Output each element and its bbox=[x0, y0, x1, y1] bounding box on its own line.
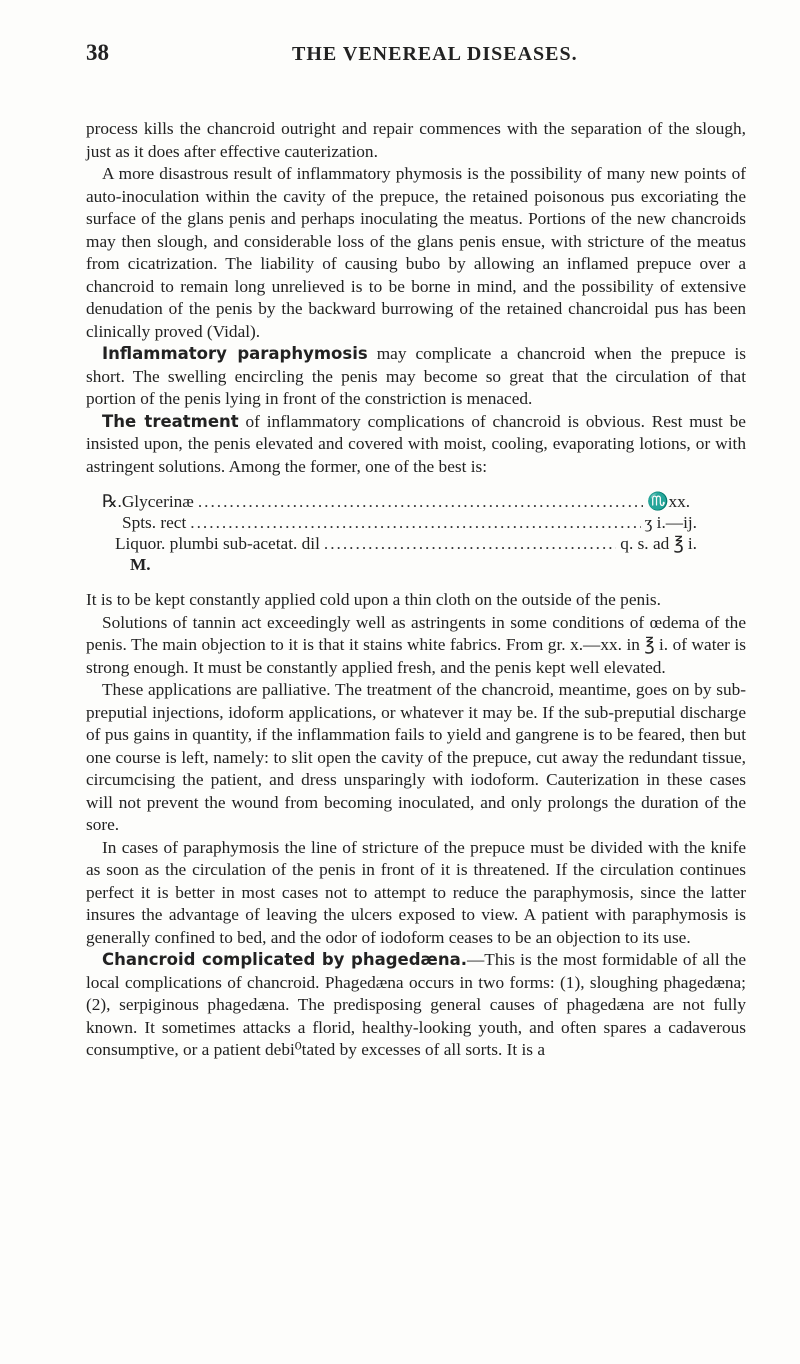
section-heading-treatment: The treatment bbox=[102, 411, 239, 431]
paragraph-paraphymosis-cases: In cases of paraphymosis the line of stricture of the prepuce must be divided with the knife as soon as the circulation of the penis in front of it is threatened. If the circulation continues perfect it is better in most cases not to attempt to reduce the paraphymosis, since the latter insures the advantage of leaving the ulcers exposed to view. A patient with paraphymosis is generally confined to bed, and the odor of iodoform ceases to be an objection to its use. bbox=[86, 837, 746, 947]
paragraph-text: —This is the most formidable of all the local complications of chancroid. Phagedæna occurs in two forms: (1), sloughing phagedæna; (2), serpiginous phagedæna. The predisposing general causes of phagedæna are not fully known. It sometimes attacks a florid, healthy-looking youth, and often spares a cadaverous consumptive, or a patient debi⁰tated by excesses of all sorts. It is a bbox=[86, 950, 747, 1059]
running-head bbox=[86, 40, 740, 74]
prescription-line bbox=[102, 533, 697, 554]
paragraph-phagedaena bbox=[86, 949, 746, 1062]
prescription-dose: ʒ i.—ij. bbox=[644, 513, 697, 532]
leader-dots bbox=[198, 491, 643, 514]
prescription-closing: M. bbox=[130, 555, 151, 574]
leader-dots bbox=[190, 512, 640, 535]
section-heading-paraphymosis: Inflammatory paraphymosis bbox=[102, 344, 368, 363]
page-number: 38 bbox=[86, 40, 109, 65]
paragraph-treatment bbox=[86, 411, 746, 479]
prescription-dose: ♏xx. bbox=[647, 492, 691, 511]
running-title: THE VENEREAL DISEASES. bbox=[292, 43, 578, 65]
prescription-closing-line bbox=[102, 554, 697, 575]
paragraph-continued: process kills the chancroid outright and repair commences with the separation of the slough, just as it does after effective cauterization. bbox=[86, 119, 746, 161]
paragraph-tannin: Solutions of tannin act exceedingly well as astringents in some conditions of œdema of the penis. The main objection to it is that it stains white fabrics. From gr. x.—xx. in ℥ i. of water is strong enough. It must be constantly applied fresh, and the penis kept well elevated. bbox=[86, 612, 746, 677]
leader-dots bbox=[324, 533, 616, 556]
prescription-dose: q. s. ad ℥ i. bbox=[620, 534, 697, 553]
body-text bbox=[86, 118, 746, 1062]
paragraph-palliative: These applications are palliative. The treatment of the chancroid, meantime, goes on by sub-preputial injections, idoform applications, or whatever it may be. If the sub-preputial discharge of pus gains in quantity, if the inflammation fails to yield and gangrene is to be feared, then but one course is left, namely: to slit open the cavity of the prepuce, cut away the redundant tissue, circumcising the patient, and dress unsparingly with iodoform. Cauterization in these cases will not prevent the wound from becoming inoculated, and only prolongs the duration of the sore. bbox=[86, 680, 746, 834]
paragraph-paraphymosis bbox=[86, 343, 746, 411]
paragraph-text: of inflammatory complications of chancroid is obvious. Rest must be insisted upon, the penis elevated and covered with moist, cooling, evaporating lotions, or with astringent solutions. Among the former, one of the best is: bbox=[86, 411, 746, 476]
section-heading-phagedaena: Chancroid complicated by phagedæna. bbox=[102, 950, 467, 969]
prescription-line bbox=[102, 491, 697, 512]
paragraph-text: may complicate a chancroid when the prepuce is short. The swelling encircling the penis may become so great that the circulation of that portion of the penis lying in front of the constriction is menaced. bbox=[86, 344, 746, 408]
prescription bbox=[102, 491, 697, 575]
prescription-drug: Liquor. plumbi sub-acetat. dil bbox=[114, 534, 320, 553]
recipe-symbol: ℞. bbox=[102, 492, 122, 511]
prescription-line bbox=[102, 512, 697, 533]
prescription-drug: Glycerinæ bbox=[121, 492, 194, 511]
paragraph-inflammatory-phymosis: A more disastrous result of inflammatory phymosis is the possibility of many new points of auto-inoculation within the cavity of the prepuce, the retained poisonous pus excoriating the surface of the glans penis and perhaps inoculating the meatus. Portions of the new chancroids may then slough, and considerable loss of the glans penis ensue, with stricture of the meatus from cicatrization. The liability of causing bubo by allowing an inflamed prepuce over a chancroid to remain long unrelieved is to be borne in mind, and the possibility of extensive denudation of the penis by the backward burrowing of the retained chancroidal pus has been clinically proved (Vidal). bbox=[86, 164, 746, 341]
paragraph-application: It is to be kept constantly applied cold upon a thin cloth on the outside of the penis. bbox=[86, 590, 661, 609]
prescription-drug: Spts. rect bbox=[121, 513, 187, 532]
